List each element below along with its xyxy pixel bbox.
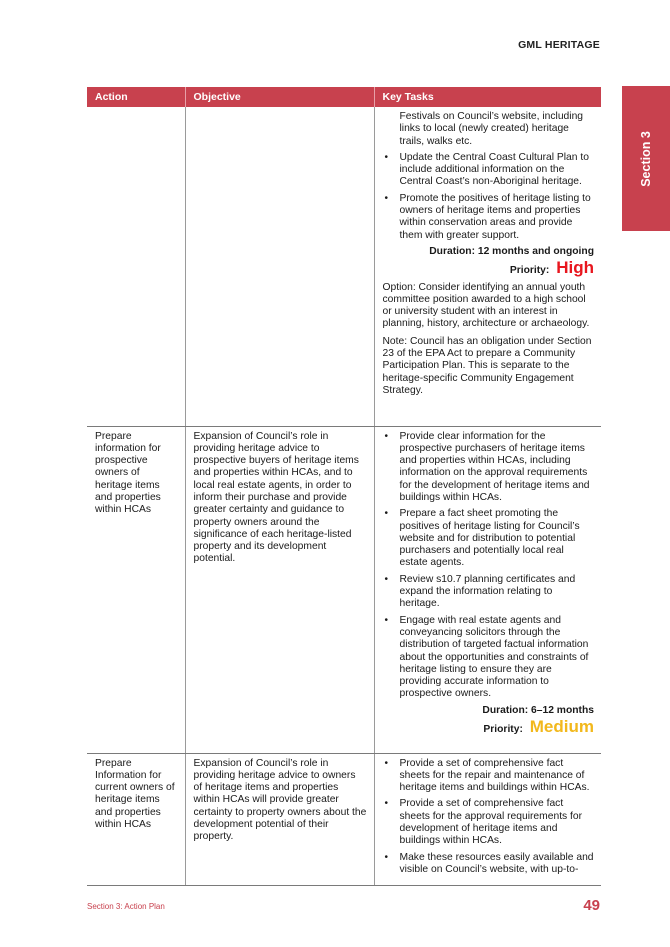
duration-label: Duration: 6–12 months (482, 704, 594, 716)
objective-cell (185, 107, 374, 426)
task-item: • Review s10.7 planning certificates and expand the information relating to heritage. (383, 574, 595, 611)
task-list (383, 758, 595, 877)
key-tasks-cell (374, 753, 601, 886)
key-tasks-cell (374, 107, 601, 426)
footer-section-label: Section 3: Action Plan (87, 902, 165, 911)
action-cell: Prepare information for prospective owners of heritage items and properties within HCAs (87, 426, 185, 753)
document-header-brand: GML HERITAGE (518, 39, 600, 51)
table-row (87, 753, 601, 886)
table-row (87, 107, 601, 426)
priority-row (383, 717, 595, 737)
priority-value-high: High (556, 258, 594, 278)
action-cell (87, 107, 185, 426)
table-row (87, 426, 601, 753)
task-item: • Provide a set of comprehensive fact sheets for the approval requirements for development of heritage items and buildings within HCAs. (383, 798, 595, 847)
task-item: • Prepare a fact sheet promoting the positives of heritage listing for Council’s website and for distribution to potential purchasers and potentially local real estate agents. (383, 508, 595, 569)
task-item: • Promote the positives of heritage listing to owners of heritage items and properties within conservation areas and provide them with greater support. (383, 193, 595, 242)
objective-cell: Expansion of Council’s role in providing heritage advice to owners of heritage items and properties within HCAs will provide greater certainty to property owners about the development potential of their property. (185, 753, 374, 886)
column-header-objective: Objective (185, 87, 374, 107)
priority-value-medium: Medium (529, 717, 594, 737)
task-item: • Provide a set of comprehensive fact sheets for the repair and maintenance of heritage items and buildings within HCAs. (383, 758, 595, 795)
table-header-row (87, 87, 601, 107)
task-list (383, 431, 595, 701)
task-item: • Make these resources easily available and visible on Council’s website, with up-to- (383, 852, 595, 877)
action-plan-table (87, 87, 601, 886)
epa-note: Note: Council has an obligation under Section 23 of the EPA Act to prepare a Community Participation Plan. This is separate to the heritage-specific Community Engagement Strategy. (382, 335, 592, 396)
task-item: • Provide clear information for the prospective purchasers of heritage items and properties within HCAs, including information on the approval requirements for the development of heritage items and buildings within HCAs. (383, 431, 595, 505)
key-tasks-cell (374, 426, 601, 753)
priority-label: Priority: (483, 724, 523, 736)
priority-label: Priority: (509, 265, 550, 277)
priority-row (383, 258, 595, 278)
duration-label: Duration: 12 months and ongoing (429, 245, 594, 257)
task-item: • Update the Central Coast Cultural Plan to include additional information on the Central Coast’s non-Aboriginal heritage. (383, 152, 595, 189)
page-number: 49 (583, 897, 600, 914)
option-note: Option: Consider identifying an annual youth committee position awarded to a high school or university student with an interest in planning, history, architecture or archaeology. (382, 281, 590, 330)
task-list (383, 152, 595, 242)
column-header-action: Action (87, 87, 185, 107)
section-tab-label: Section 3 (639, 130, 653, 187)
column-header-key-tasks: Key Tasks (374, 87, 601, 107)
task-item: • Engage with real estate agents and conveyancing solicitors through the distribution of targeted factual information about the opportunities and constraints of heritage listing to ensure they are providing accurate information to prospective owners. (383, 615, 595, 701)
section-tab (622, 86, 670, 231)
action-cell: Prepare Information for current owners of heritage items and properties within HCAs (87, 753, 185, 886)
continued-task-text: Festivals on Council’s website, including links to local (newly created) heritage trails, walks etc. (399, 111, 584, 147)
objective-cell: Expansion of Council’s role in providing heritage advice to prospective buyers of heritage items and properties within HCAs, and to local real estate agents, in order to inform their purchase and provide greater certainty and guidance to property owners around the significance of each heritage-listed property and its development potential. (185, 426, 374, 753)
